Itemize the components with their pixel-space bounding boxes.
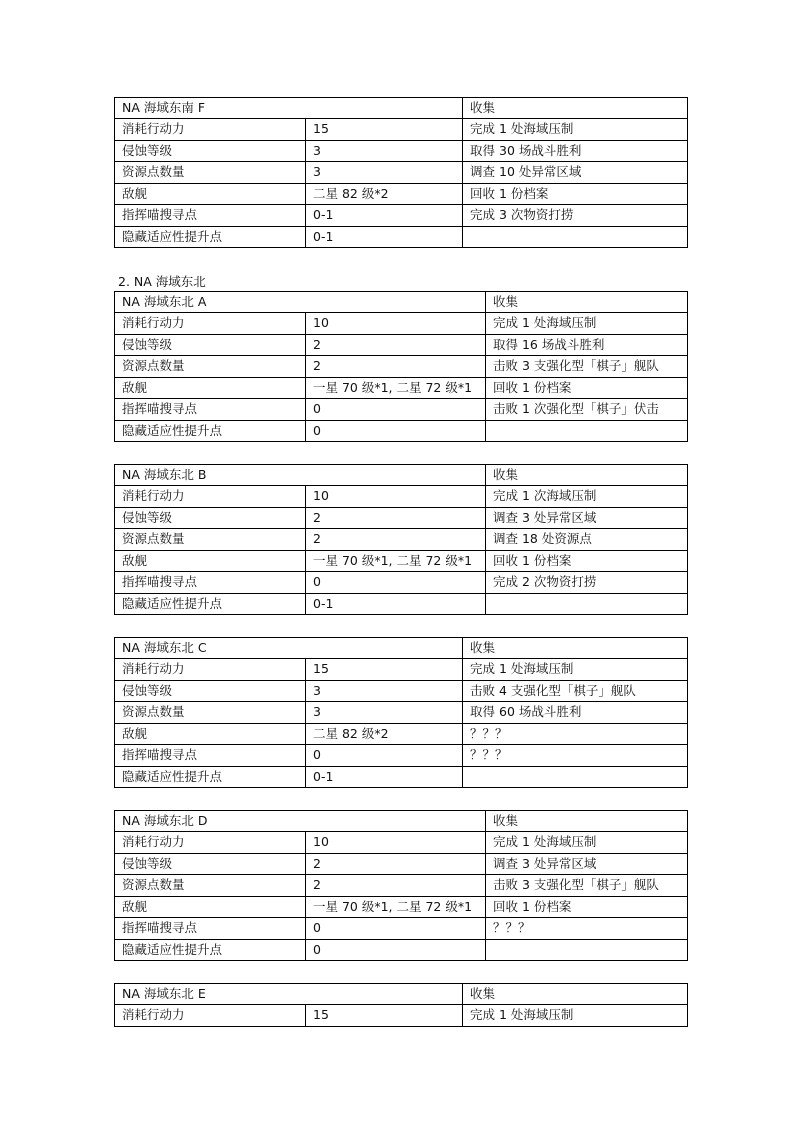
row-collect: 回收 1 份档案	[486, 377, 688, 399]
sea-area-table-e	[114, 983, 688, 1027]
row-value: 3	[306, 162, 463, 184]
row-label: 消耗行动力	[115, 659, 306, 681]
row-label: 侵蚀等级	[115, 680, 306, 702]
row-label: 消耗行动力	[115, 832, 306, 854]
row-value: 二星 82 级*2	[306, 723, 463, 745]
row-value: 二星 82 级*2	[306, 183, 463, 205]
row-value: 一星 70 级*1, 二星 72 级*1	[306, 550, 486, 572]
row-collect: 完成 2 次物资打捞	[486, 572, 688, 594]
row-value: 0	[306, 420, 486, 442]
row-collect	[463, 766, 688, 788]
collect-header: 收集	[486, 465, 688, 486]
table-row	[115, 486, 688, 508]
table-title: NA 海域东北 E	[115, 984, 463, 1005]
table-row	[115, 119, 688, 141]
table-title: NA 海域东北 C	[115, 638, 463, 659]
collect-header: 收集	[486, 292, 688, 313]
table-row	[115, 702, 688, 724]
row-value: 15	[306, 659, 463, 681]
row-collect	[463, 226, 688, 248]
row-value: 0-1	[306, 766, 463, 788]
row-collect: 调查 18 处资源点	[486, 529, 688, 551]
table-row	[115, 853, 688, 875]
row-collect: 回收 1 份档案	[486, 896, 688, 918]
sea-area-table-c	[114, 637, 688, 788]
row-value: 10	[306, 832, 486, 854]
row-label: 敌舰	[115, 723, 306, 745]
row-collect: 击败 3 支强化型「棋子」舰队	[486, 875, 688, 897]
row-value: 2	[306, 529, 486, 551]
table-row	[115, 226, 688, 248]
row-collect: 击败 3 支强化型「棋子」舰队	[486, 356, 688, 378]
row-collect: 击败 1 次强化型「棋子」伏击	[486, 399, 688, 421]
table-row	[115, 832, 688, 854]
row-collect: 完成 1 处海域压制	[486, 832, 688, 854]
sea-area-table-a	[114, 291, 688, 442]
table-row	[115, 875, 688, 897]
row-value: 0-1	[306, 205, 463, 227]
row-value: 一星 70 级*1, 二星 72 级*1	[306, 896, 486, 918]
table-title: NA 海域东南 F	[115, 98, 463, 119]
row-value: 2	[306, 334, 486, 356]
row-value: 3	[306, 680, 463, 702]
table-row	[115, 140, 688, 162]
row-label: 消耗行动力	[115, 313, 306, 335]
row-label: 指挥喵搜寻点	[115, 399, 306, 421]
row-value: 2	[306, 356, 486, 378]
table-row	[115, 572, 688, 594]
table-row	[115, 529, 688, 551]
table-row	[115, 183, 688, 205]
row-label: 资源点数量	[115, 162, 306, 184]
table-row	[115, 334, 688, 356]
row-label: 敌舰	[115, 896, 306, 918]
row-collect: ？？？	[486, 918, 688, 940]
row-collect	[486, 593, 688, 615]
sea-area-table-b	[114, 464, 688, 615]
table-title: NA 海域东北 A	[115, 292, 486, 313]
row-collect: 取得 16 场战斗胜利	[486, 334, 688, 356]
row-collect: 完成 1 次海域压制	[486, 486, 688, 508]
row-collect: 完成 1 处海域压制	[486, 313, 688, 335]
table-row	[115, 918, 688, 940]
row-label: 资源点数量	[115, 356, 306, 378]
row-value: 0	[306, 572, 486, 594]
row-value: 3	[306, 140, 463, 162]
table-title: NA 海域东北 B	[115, 465, 486, 486]
row-value: 2	[306, 875, 486, 897]
row-collect: 完成 1 处海域压制	[463, 119, 688, 141]
row-collect: 取得 30 场战斗胜利	[463, 140, 688, 162]
table-row	[115, 313, 688, 335]
row-value: 0-1	[306, 226, 463, 248]
table-row	[115, 659, 688, 681]
row-collect: 回收 1 份档案	[463, 183, 688, 205]
row-label: 指挥喵搜寻点	[115, 205, 306, 227]
row-collect: 击败 4 支强化型「棋子」舰队	[463, 680, 688, 702]
row-label: 隐藏适应性提升点	[115, 226, 306, 248]
row-label: 资源点数量	[115, 529, 306, 551]
row-label: 侵蚀等级	[115, 507, 306, 529]
collect-header: 收集	[463, 98, 688, 119]
row-collect: 回收 1 份档案	[486, 550, 688, 572]
table-title: NA 海域东北 D	[115, 811, 486, 832]
row-value: 0	[306, 918, 486, 940]
table-row	[115, 420, 688, 442]
row-collect: ？？？	[463, 745, 688, 767]
table-row	[115, 766, 688, 788]
row-collect	[486, 939, 688, 961]
row-label: 资源点数量	[115, 875, 306, 897]
sea-area-table-f	[114, 97, 688, 248]
row-label: 消耗行动力	[115, 119, 306, 141]
table-row	[115, 896, 688, 918]
table-row	[115, 205, 688, 227]
row-collect	[486, 420, 688, 442]
table-row	[115, 162, 688, 184]
row-collect: 完成 1 处海域压制	[463, 1005, 688, 1027]
row-value: 10	[306, 313, 486, 335]
table-row	[115, 680, 688, 702]
collect-header: 收集	[486, 811, 688, 832]
row-value: 10	[306, 486, 486, 508]
collect-header: 收集	[463, 984, 688, 1005]
row-value: 0	[306, 399, 486, 421]
row-label: 隐藏适应性提升点	[115, 766, 306, 788]
row-label: 侵蚀等级	[115, 853, 306, 875]
row-label: 资源点数量	[115, 702, 306, 724]
row-collect: 完成 1 处海域压制	[463, 659, 688, 681]
table-row	[115, 356, 688, 378]
row-label: 敌舰	[115, 550, 306, 572]
row-collect: 取得 60 场战斗胜利	[463, 702, 688, 724]
row-label: 侵蚀等级	[115, 140, 306, 162]
row-label: 指挥喵搜寻点	[115, 745, 306, 767]
row-label: 侵蚀等级	[115, 334, 306, 356]
row-value: 15	[306, 119, 463, 141]
row-collect: ？？？	[463, 723, 688, 745]
table-row	[115, 593, 688, 615]
row-label: 隐藏适应性提升点	[115, 939, 306, 961]
row-label: 敌舰	[115, 377, 306, 399]
row-value: 0-1	[306, 593, 486, 615]
row-value: 0	[306, 745, 463, 767]
row-label: 敌舰	[115, 183, 306, 205]
sea-area-table-d	[114, 810, 688, 961]
table-row	[115, 939, 688, 961]
row-collect: 调查 3 处异常区域	[486, 853, 688, 875]
table-row	[115, 377, 688, 399]
table-row	[115, 745, 688, 767]
row-collect: 完成 3 次物资打捞	[463, 205, 688, 227]
table-row	[115, 550, 688, 572]
table-row	[115, 399, 688, 421]
row-label: 指挥喵搜寻点	[115, 918, 306, 940]
table-row	[115, 1005, 688, 1027]
row-collect: 调查 10 处异常区域	[463, 162, 688, 184]
collect-header: 收集	[463, 638, 688, 659]
table-row	[115, 723, 688, 745]
row-label: 消耗行动力	[115, 486, 306, 508]
row-value: 0	[306, 939, 486, 961]
section-heading: 2. NA 海域东北	[118, 274, 206, 289]
row-label: 指挥喵搜寻点	[115, 572, 306, 594]
row-label: 消耗行动力	[115, 1005, 306, 1027]
row-value: 3	[306, 702, 463, 724]
row-value: 2	[306, 853, 486, 875]
row-value: 一星 70 级*1, 二星 72 级*1	[306, 377, 486, 399]
row-label: 隐藏适应性提升点	[115, 420, 306, 442]
row-collect: 调查 3 处异常区域	[486, 507, 688, 529]
row-value: 15	[306, 1005, 463, 1027]
table-row	[115, 507, 688, 529]
row-label: 隐藏适应性提升点	[115, 593, 306, 615]
row-value: 2	[306, 507, 486, 529]
